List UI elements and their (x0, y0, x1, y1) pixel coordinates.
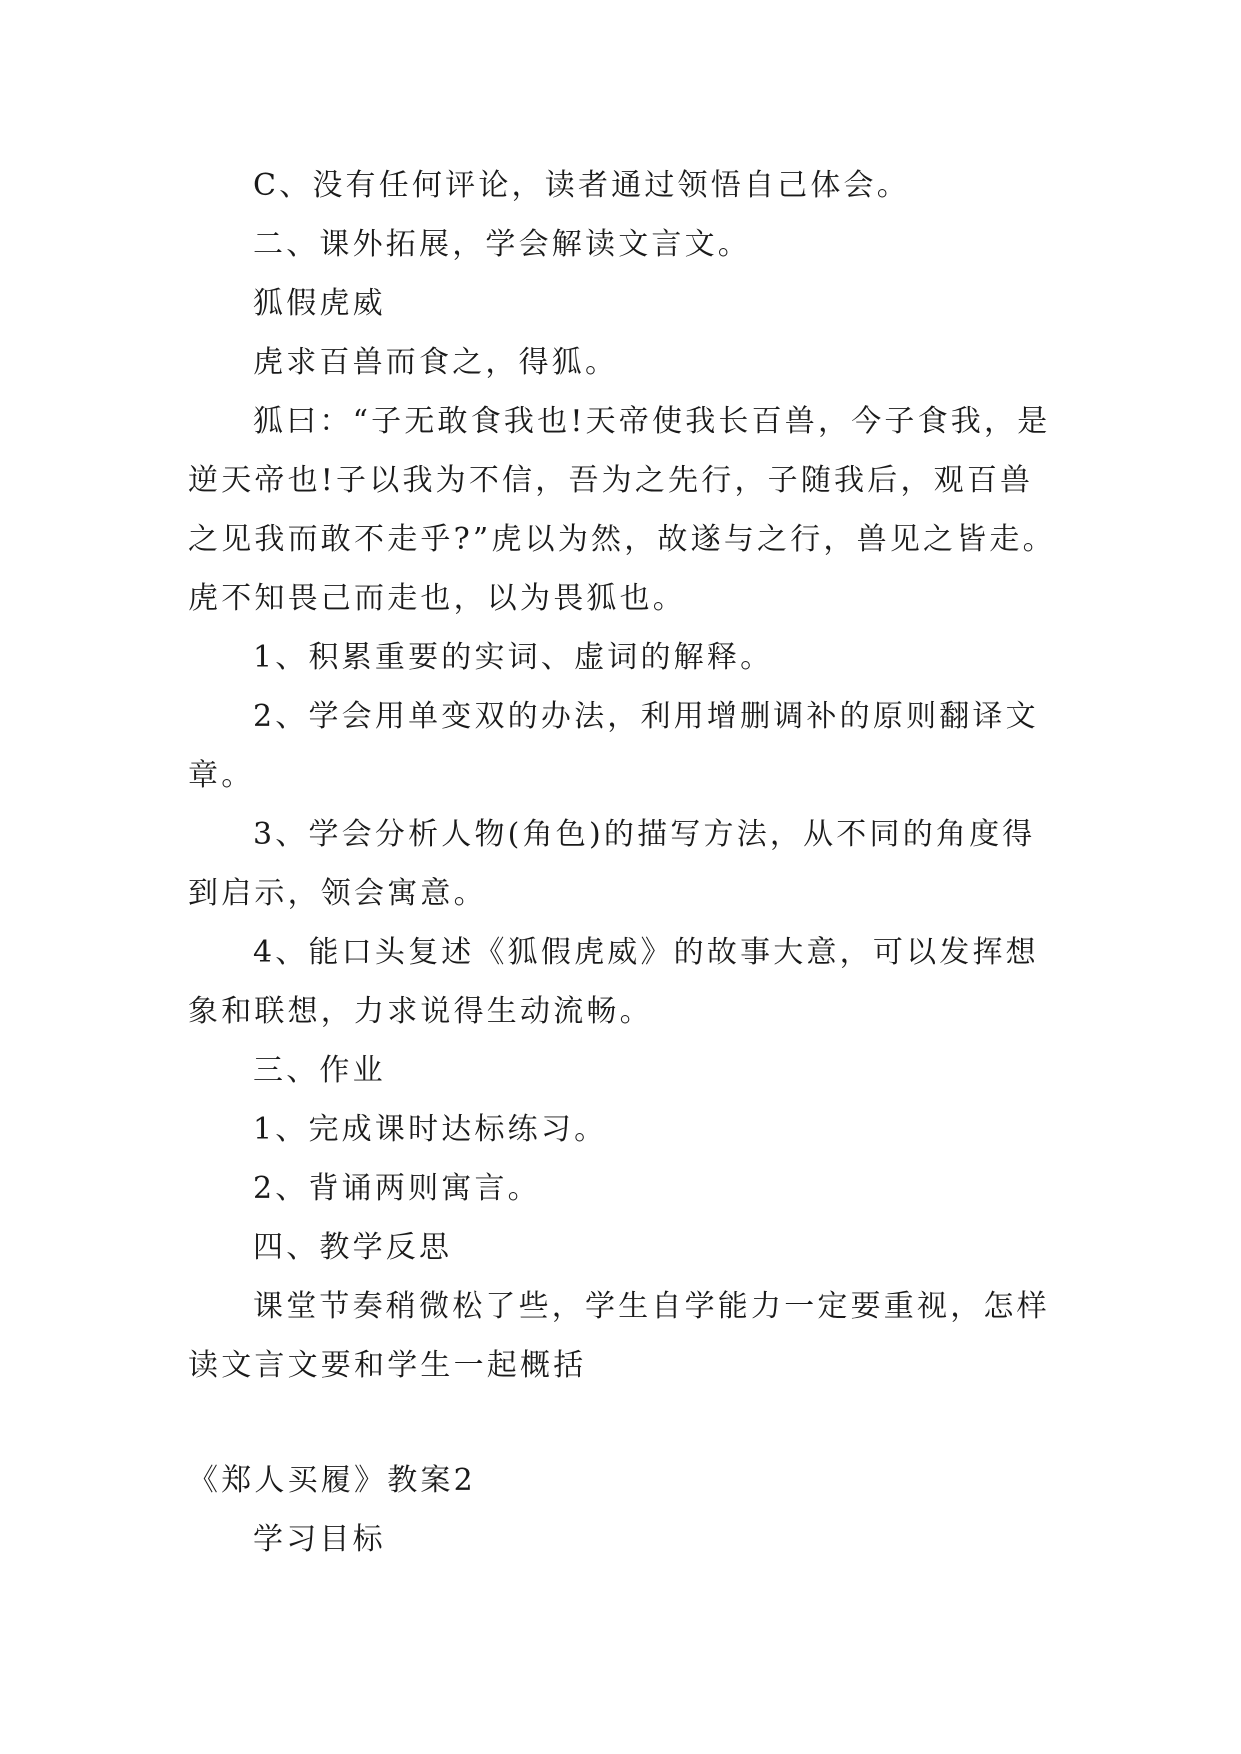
section-heading: 四、教学反思 (253, 1230, 453, 1265)
section-heading: 二、课外拓展，学会解读文言文。 (253, 227, 751, 262)
paragraph-line: 虎不知畏己而走也，以为畏狐也。 (188, 581, 686, 616)
paragraph-line: C、没有任何评论，读者通过领悟自己体会。 (253, 168, 910, 203)
list-item: 2、背诵两则寓言。 (253, 1171, 541, 1206)
paragraph-line: 之见我而敢不走乎?”虎以为然，故遂与之行，兽见之皆走。 (188, 522, 1056, 557)
list-item: 1、积累重要的实词、虚词的解释。 (253, 640, 774, 675)
paragraph-line: 课堂节奏稍微松了些，学生自学能力一定要重视，怎样 (253, 1289, 1050, 1324)
list-item: 2、学会用单变双的办法，利用增删调补的原则翻译文 (253, 699, 1039, 734)
paragraph-line: 逆天帝也!子以我为不信，吾为之先行，子随我后，观百兽 (188, 463, 1034, 498)
lesson-plan-title: 《郑人买履》教案2 (188, 1463, 476, 1498)
section-heading: 三、作业 (253, 1053, 386, 1088)
classical-text-title: 狐假虎威 (253, 286, 386, 321)
section-heading: 学习目标 (253, 1522, 386, 1557)
list-item: 1、完成课时达标练习。 (253, 1112, 608, 1147)
list-item-continuation: 到启示，领会寓意。 (188, 876, 487, 911)
paragraph-line: 虎求百兽而食之，得狐。 (253, 345, 619, 380)
paragraph-line: 狐曰：“子无敢食我也!天帝使我长百兽，今子食我，是 (253, 404, 1051, 439)
list-item-continuation: 章。 (188, 758, 255, 793)
list-item: 4、能口头复述《狐假虎威》的故事大意，可以发挥想 (253, 935, 1039, 970)
paragraph-line: 读文言文要和学生一起概括 (188, 1348, 587, 1383)
list-item-continuation: 象和联想，力求说得生动流畅。 (188, 994, 653, 1029)
list-item: 3、学会分析人物(角色)的描写方法，从不同的角度得 (253, 817, 1036, 852)
